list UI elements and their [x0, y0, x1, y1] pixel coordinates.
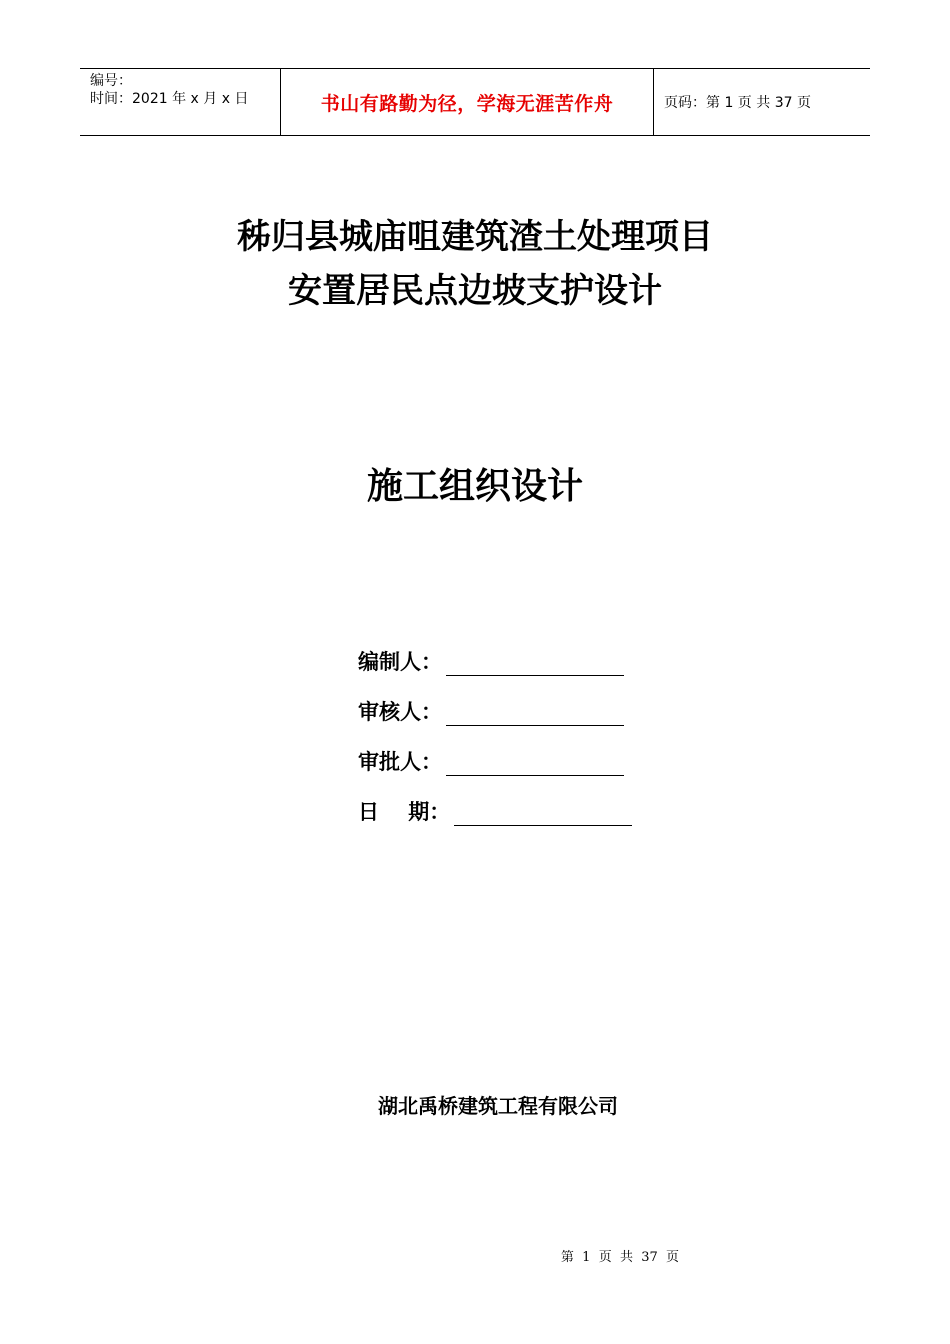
title-line-1: 秭归县城庙咀建筑渣土处理项目	[237, 217, 713, 257]
document-subtitle: 施工组织设计	[366, 465, 583, 507]
signature-row-approver	[358, 740, 658, 776]
signature-blank	[446, 749, 624, 776]
document-date-label: 时间：2021 年 x 月 x 日	[90, 91, 249, 107]
signature-blank	[446, 699, 624, 726]
header-meta-cell	[80, 69, 281, 135]
signature-block	[358, 640, 658, 840]
document-title	[0, 210, 950, 318]
signature-label: 编制人：	[358, 650, 442, 674]
document-number-label: 编号：	[90, 73, 132, 89]
header-motto: 书山有路勤为径，学海无涯苦作舟	[281, 69, 654, 135]
signature-label: 日 期：	[358, 800, 451, 824]
title-line-2: 安置居民点边坡支护设计	[288, 271, 662, 311]
signature-blank	[454, 799, 632, 826]
signature-row-compiler	[358, 640, 658, 676]
page-header	[80, 68, 870, 136]
signature-label: 审批人：	[358, 750, 442, 774]
header-page-info: 页码：第 1 页 共 37 页	[664, 95, 811, 111]
signature-blank	[446, 649, 624, 676]
page-footer: 第 1 页 共 37 页	[560, 1250, 680, 1265]
signature-label: 审核人：	[358, 700, 442, 724]
signature-row-reviewer	[358, 690, 658, 726]
signature-row-date	[358, 790, 658, 826]
company-name: 湖北禹桥建筑工程有限公司	[378, 1094, 618, 1118]
